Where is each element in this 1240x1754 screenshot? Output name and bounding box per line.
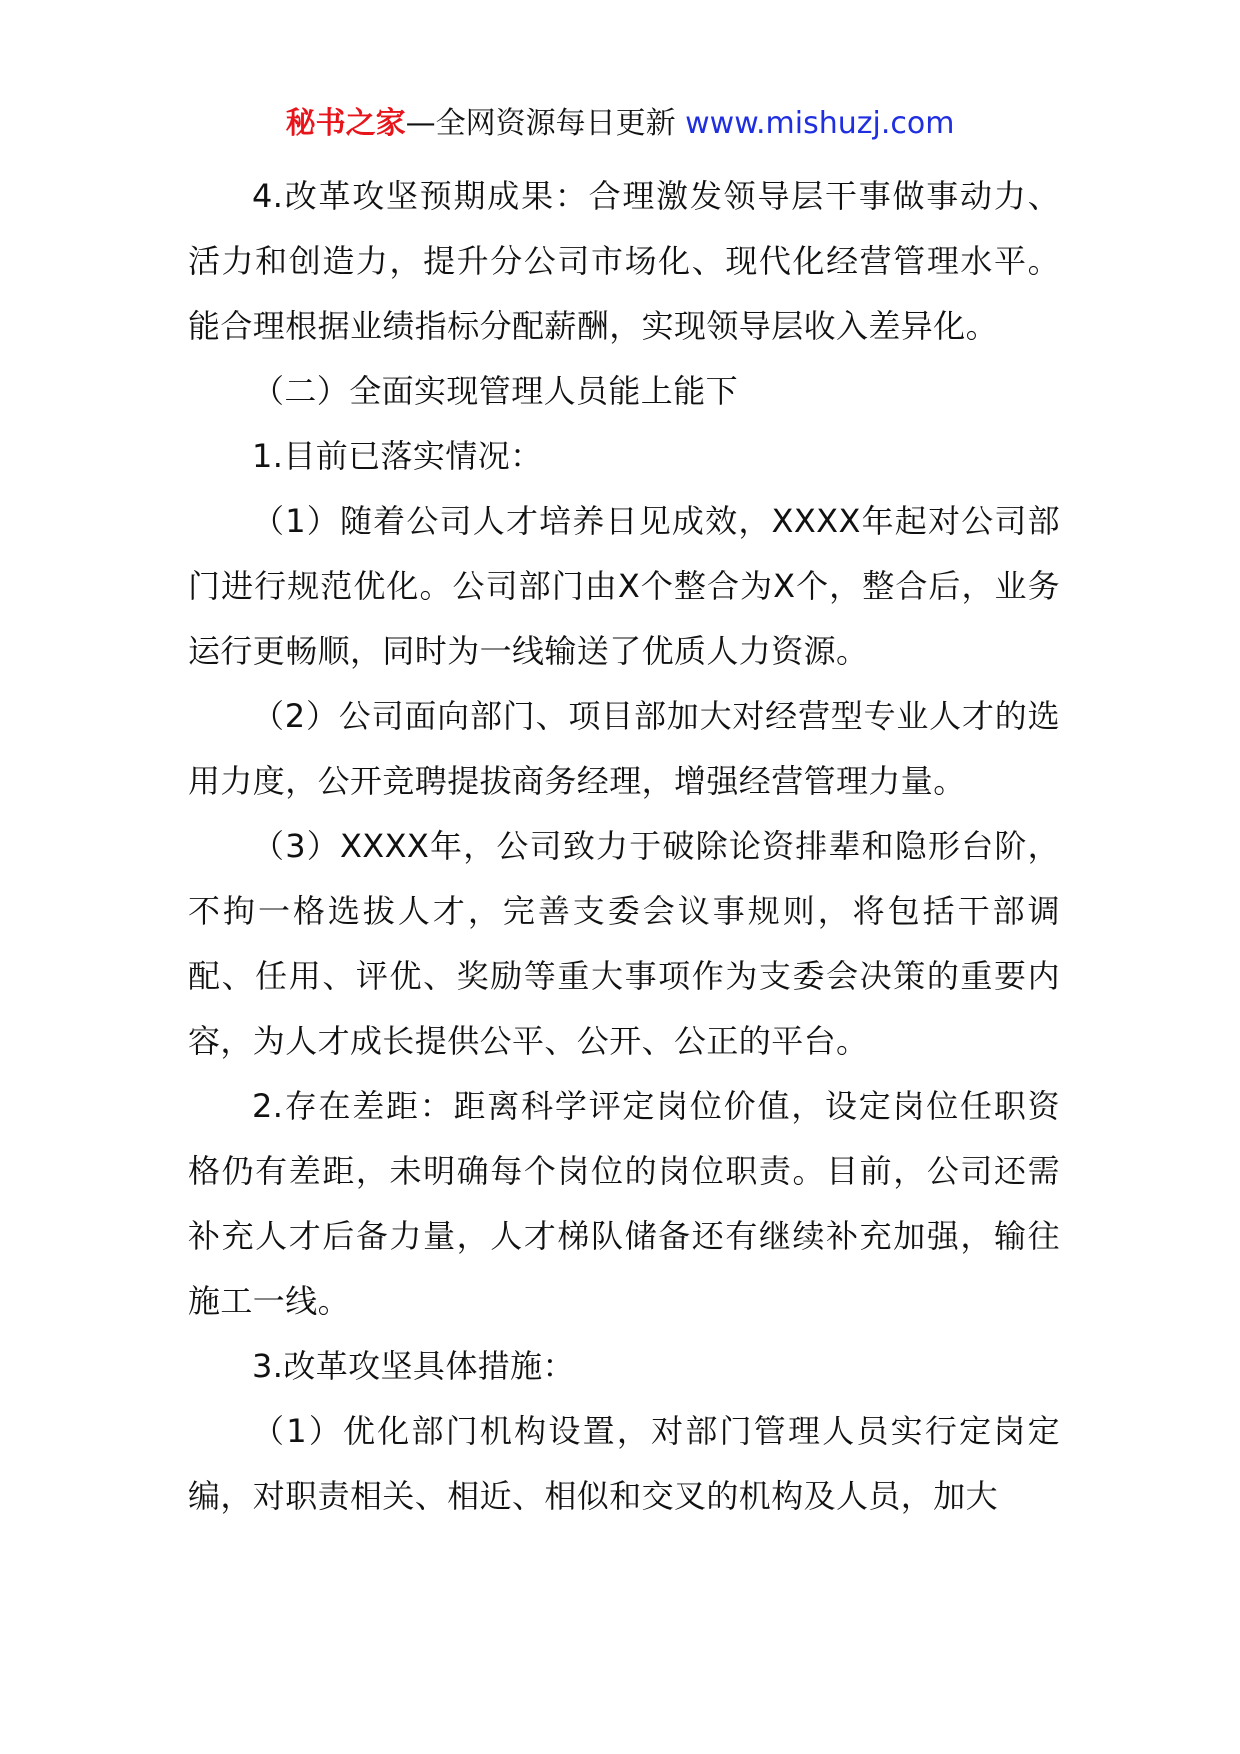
brand-name: 秘书之家 [285, 106, 406, 141]
header-tagline: —全网资源每日更新 [405, 106, 676, 141]
page-header [0, 100, 1240, 148]
paragraph-measure-1: （1）优化部门机构设置，对部门管理人员实行定岗定编，对职责相关、相近、相似和交叉的机构及人员，加大 [188, 1412, 1060, 1515]
subheading-current-status: 1.目前已落实情况： [252, 437, 543, 475]
section-heading-2: （二）全面实现管理人员能上能下 [252, 372, 739, 410]
paragraph-item-2: （2）公司面向部门、项目部加大对经营型专业人才的选用力度，公开竞聘提拔商务经理，增强经营管理力量。 [188, 697, 1060, 800]
subheading-measures: 3.改革攻坚具体措施： [252, 1347, 575, 1385]
paragraph-item-1: （1）随着公司人才培养日见成效，XXXX年起对公司部门进行规范优化。公司部门由X个整合为X个，整合后，业务运行更畅顺，同时为一线输送了优质人力资源。 [188, 502, 1060, 670]
site-url-link[interactable]: www.mishuzj.com [685, 106, 955, 141]
paragraph-item-3: （3）XXXX年，公司致力于破除论资排辈和隐形台阶，不拘一格选拔人才，完善支委会议事规则，将包括干部调配、任用、评优、奖励等重大事项作为支委会决策的重要内容，为人才成长提供公平、公开、公正的平台。 [188, 827, 1060, 1060]
document-body [188, 164, 1060, 1529]
paragraph-gaps: 2.存在差距：距离科学评定岗位价值，设定岗位任职资格仍有差距，未明确每个岗位的岗位职责。目前，公司还需补充人才后备力量，人才梯队储备还有继续补充加强，输往施工一线。 [188, 1087, 1060, 1320]
paragraph-expected-results: 4.改革攻坚预期成果：合理激发领导层干事做事动力、活力和创造力，提升分公司市场化、现代化经营管理水平。能合理根据业绩指标分配薪酬，实现领导层收入差异化。 [188, 177, 1060, 345]
